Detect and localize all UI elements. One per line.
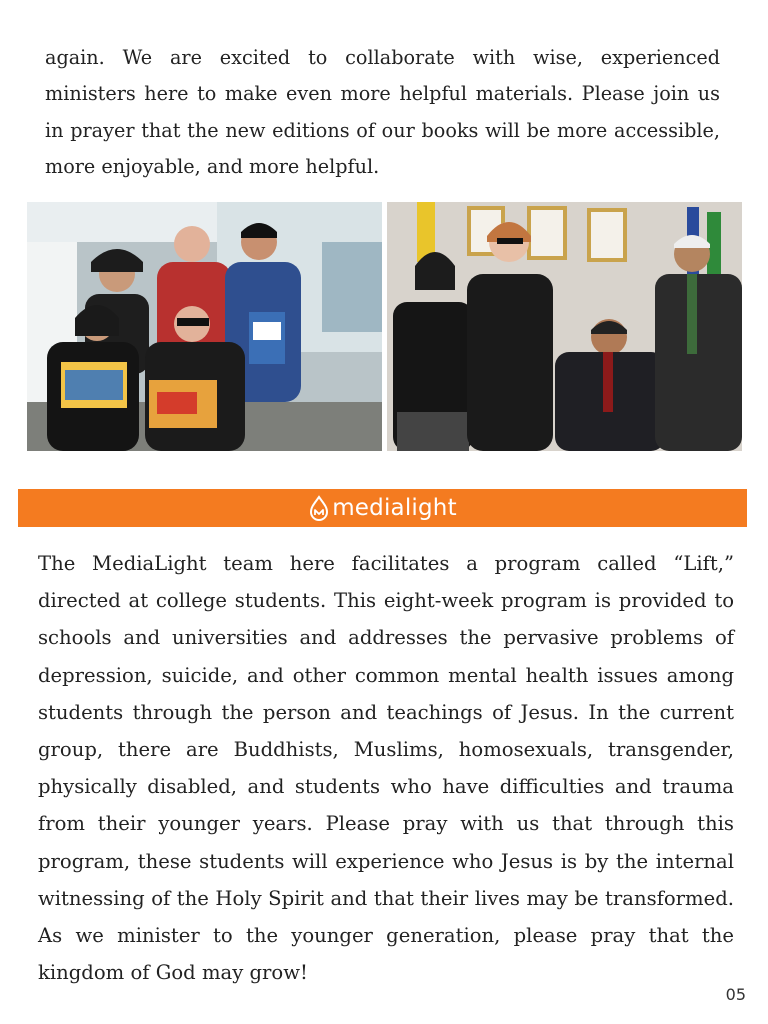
group-photo-with-books-icon — [27, 202, 382, 451]
lift-program-paragraph: The MediaLight team here facilitates a program called “Lift,” directed at college students. This eight-week program is provided to schools and universities and addresses the pervasive problems of depression, suicide, and other common mental health issues among students through the person and teachings of Jesus. In the current group, there are Buddhists, Muslims, homosexuals, transgender, physically disabled, and students who have difficulties and trauma from their younger years. Please pray with us that through this program, these students will experience who Jesus is by the internal witnessing of the Holy Spirit and that their lives may be transformed. As we minister to the younger generation, please pray that the kingdom of God may grow! — [38, 552, 734, 985]
medialight-logo — [308, 495, 457, 521]
intro-paragraph: again. We are excited to collaborate with wise, experienced ministers here to make even more helpful materials. Please join us in prayer that the new editions of our books will be more accessible, more enjoyable, and more helpful. — [45, 46, 720, 178]
flame-icon — [308, 495, 330, 521]
medialight-banner — [18, 489, 747, 527]
logo-text: medialight — [332, 495, 457, 521]
page-number: 05 — [725, 985, 746, 1004]
group-photo-right — [387, 202, 742, 451]
group-photo-office-icon — [387, 202, 742, 451]
group-photo-left — [27, 202, 382, 451]
